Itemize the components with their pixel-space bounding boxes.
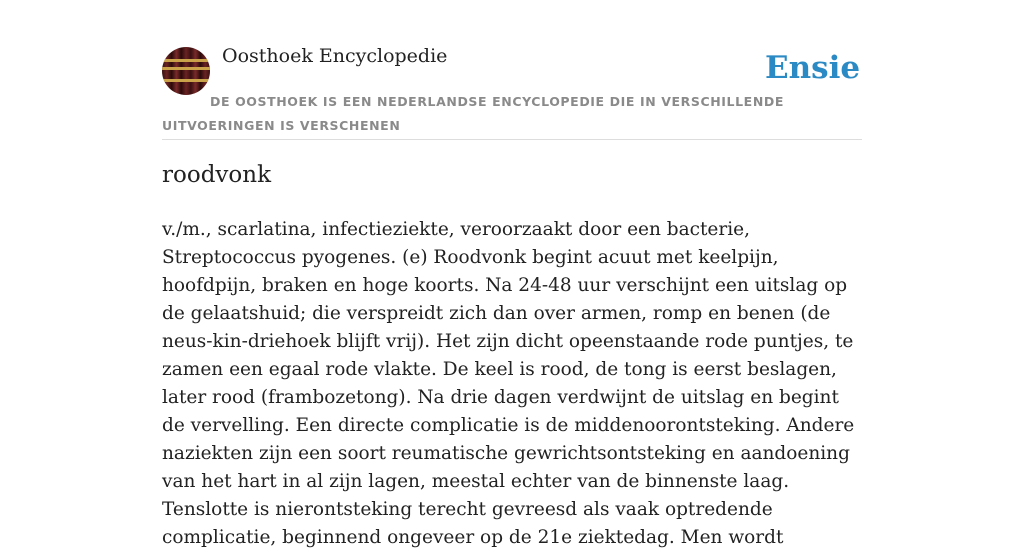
entry-title: roodvonk	[162, 162, 272, 188]
book-spine-band	[162, 79, 210, 82]
source-name-link[interactable]: Oosthoek Encyclopedie	[222, 45, 448, 67]
book-spine-band	[162, 67, 210, 70]
header-divider	[162, 139, 862, 140]
source-description: DE OOSTHOEK IS EEN NEDERLANDSE ENCYCLOPEDIE DIE IN VERSCHILLENDE UITVOERINGEN IS VERSCHENEN	[162, 94, 784, 133]
book-spine-band	[162, 59, 210, 62]
entry-definition: v./m., scarlatina, infectieziekte, veroorzaakt door een bacterie, Streptococcus pyogenes. (e) Roodvonk begint acuut met keelpijn, hoofdpijn, braken en hoge koorts. Na 24-48 uur verschijnt een uitslag op de gelaatshuid; die verspreidt zich dan over armen, romp en benen (de neus-kin-driehoek blijft vrij). Het zijn dicht opeenstaande rode puntjes, te zamen een egaal rode vlakte. De keel is rood, de tong is eerst beslagen, later rood (frambozetong). Na drie dagen verdwijnt de uitslag en begint de vervelling. Een directe complicatie is de middenoorontsteking. Andere naziekten zijn een soort reumatische gewrichtsontsteking en aandoening van het hart in al zijn lagen, meestal echter van de binnenste laag. Tenslotte is nierontsteking terecht gevreesd als vaak optredende complicatie, beginnend ongeveer op de 21e ziektedag. Men wordt	[162, 219, 855, 548]
encyclopedia-avatar[interactable]	[162, 47, 210, 95]
ensie-logo[interactable]: Ensie	[765, 50, 861, 86]
